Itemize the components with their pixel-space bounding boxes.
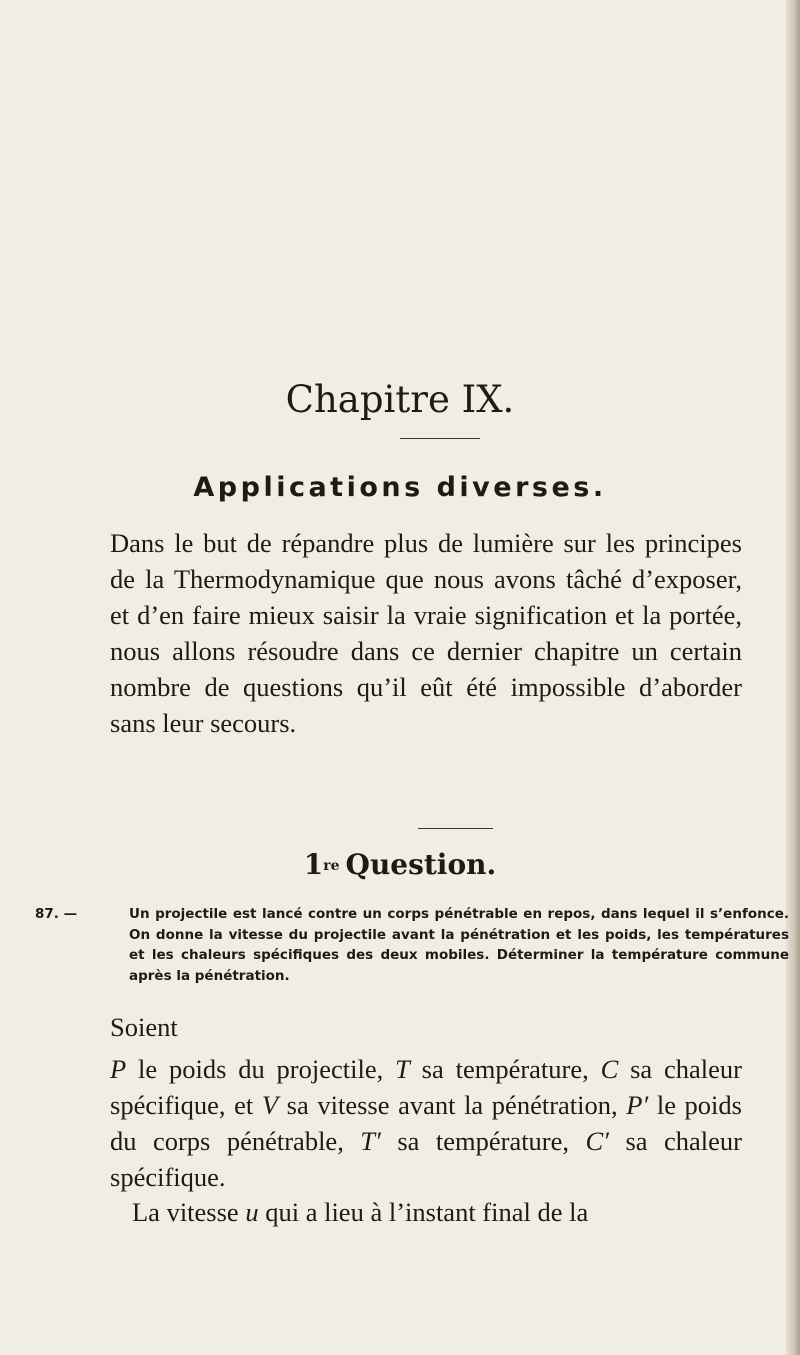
var-C: C [600,1054,619,1084]
question-ordinal-suffix: re [323,858,340,874]
soient-label: Soient [110,1012,178,1042]
var-P: P [110,1054,127,1084]
chapter-title: Chapitre IX. [285,378,515,421]
page-edge [786,0,800,1355]
question-label: Question. [345,848,497,881]
definition-text: sa vitesse avant la pénétration, [278,1090,627,1120]
var-C-prime: C′ [585,1126,609,1156]
question-title [0,848,800,881]
problem-number: 87. — [35,906,78,922]
definitions-paragraph [110,1051,742,1195]
var-T-prime: T′ [360,1126,381,1156]
definition-text: sa chaleur spécifique, et [110,1054,742,1120]
var-V: V [261,1090,279,1120]
divider-rule-2 [418,828,493,829]
var-T: T [395,1054,410,1084]
problem-text: Un projectile est lancé contre un corps pénétrable en repos, dans lequel il s’enfonce. On donne la vitesse du projectile avant la pénétration et les poids, les températures et les chaleurs spécifiques des deux mobiles. Déterminer la température commune après la pénétration. [129,906,789,984]
definition-text: sa chaleur spécifique. [110,1126,742,1192]
definition-text: le poids du corps pénétrable, [110,1090,742,1156]
question-ordinal: 1 [303,848,324,881]
definition-text: sa température, [409,1054,601,1084]
intro-paragraph: Dans le but de répandre plus de lumière sur les principes de la Thermodynamique que nous avons tâché d’exposer, et d’en faire mieux saisir la vraie signification et la portée, nous allons résoudre dans ce dernier chapitre un certain nombre de questions qu’il eût été impossible d’aborder sans leur secours. [110,528,742,738]
section-title: Applications diverses. [193,472,607,503]
final-line [110,1197,742,1228]
var-P-prime: P′ [626,1090,649,1120]
definition-text: le poids du projectile, [126,1054,396,1084]
definition-text: sa température, [380,1126,586,1156]
problem-statement [35,904,789,986]
final-line-text: La vitesse [132,1197,246,1227]
final-line-text: qui a lieu à l’instant final de la [258,1197,589,1227]
divider-rule [400,438,480,439]
var-u: u [245,1197,259,1227]
